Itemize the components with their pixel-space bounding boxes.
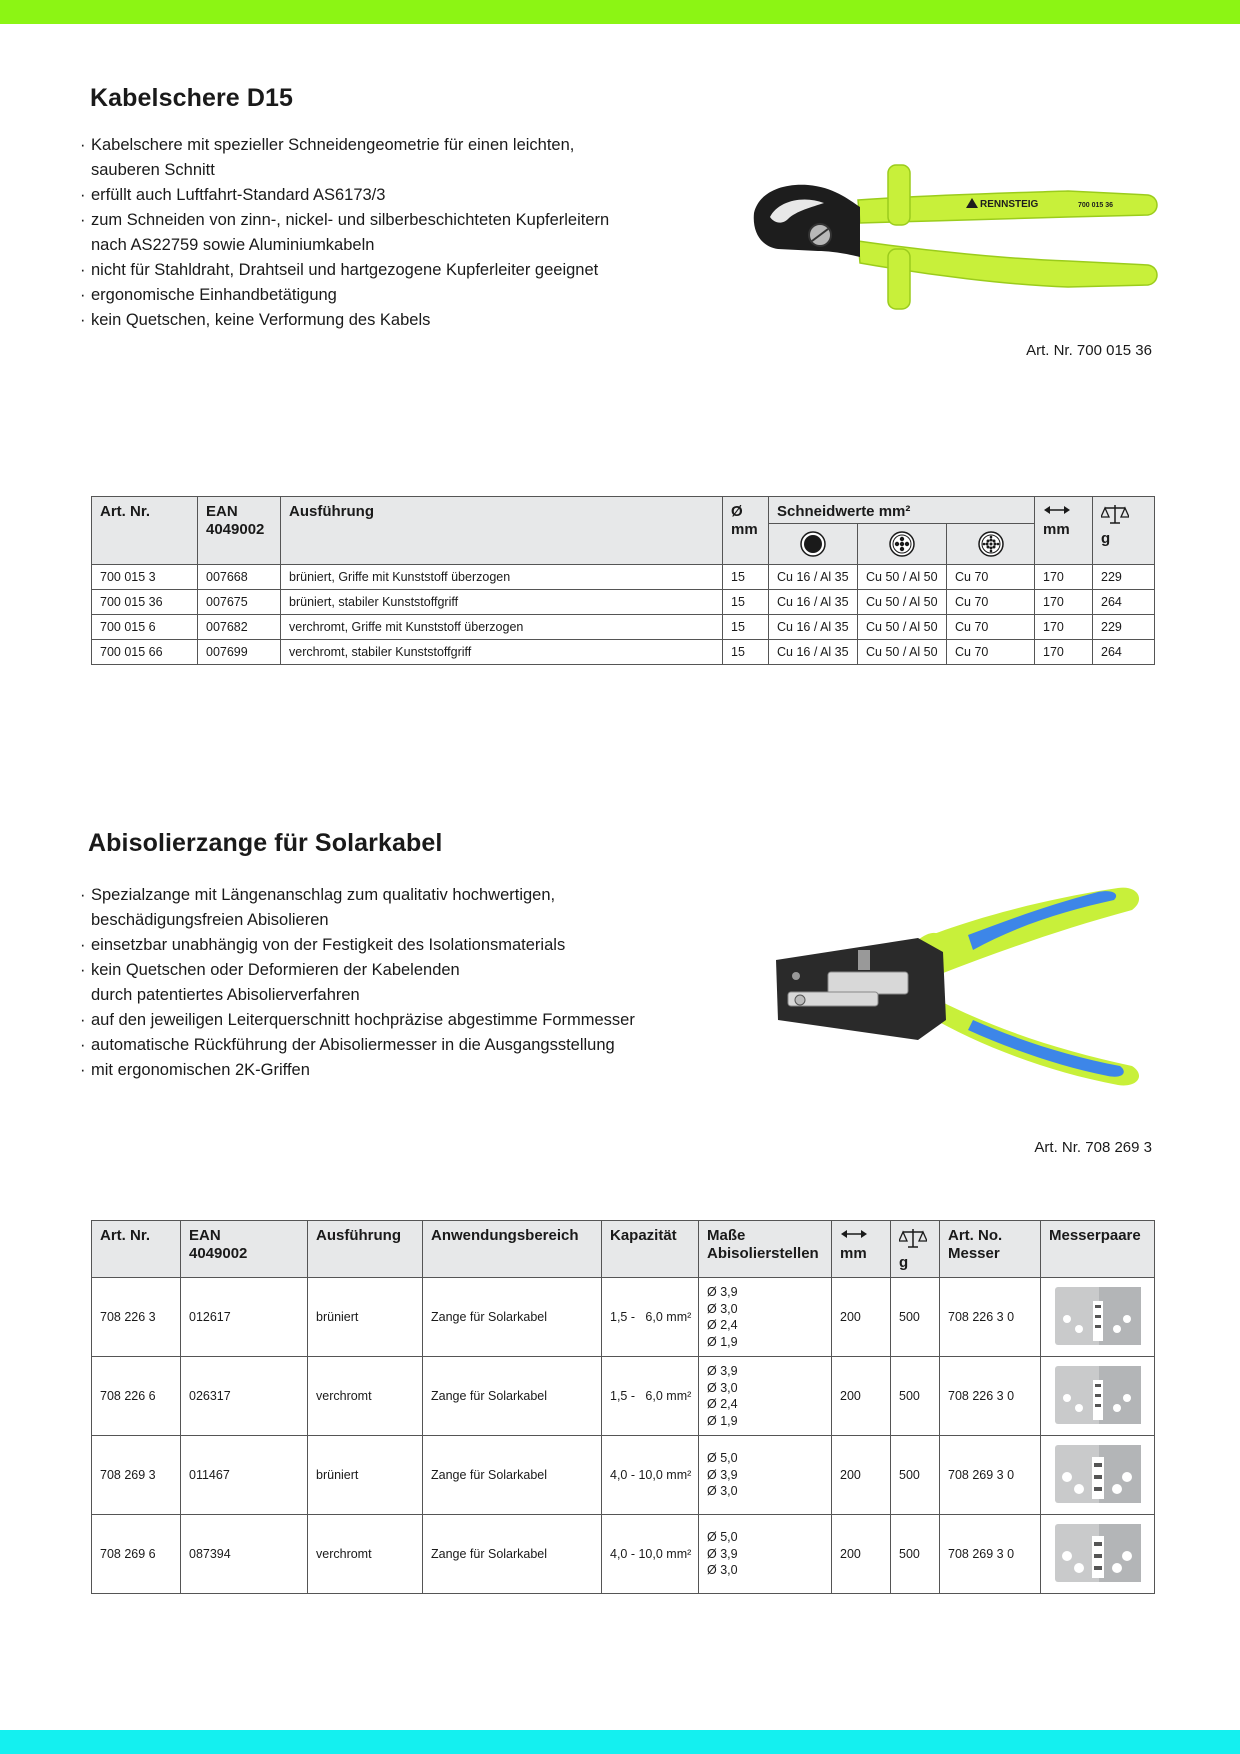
- cell-ausfuehrung: brüniert, stabiler Kunststoffgriff: [281, 590, 723, 615]
- col-weight: [891, 1221, 940, 1278]
- col-ean: EAN 4049002: [198, 497, 281, 565]
- cell-messer: 708 226 3 0: [940, 1278, 1041, 1357]
- cell-diameter: 15: [723, 615, 769, 640]
- weight-unit: g: [899, 1254, 909, 1271]
- cell-fine: Cu 70: [947, 640, 1035, 665]
- cell-ausfuehrung: verchromt, stabiler Kunststoffgriff: [281, 640, 723, 665]
- blade-pair-image: [1053, 1364, 1143, 1426]
- cable-cutter-image: [748, 155, 1168, 315]
- table-row: [92, 590, 1155, 615]
- cell-kapazitaet: 1,5 - 6,0 mm²: [602, 1357, 699, 1436]
- blade-pair-image: [1053, 1522, 1143, 1584]
- cell-length: 170: [1035, 590, 1093, 615]
- col-messerpaare: Messerpaare: [1041, 1221, 1155, 1278]
- cell-ausfuehrung: verchromt: [308, 1357, 423, 1436]
- cell-ausfuehrung: verchromt, Griffe mit Kunststoff überzogen: [281, 615, 723, 640]
- table-row: [92, 1436, 1155, 1515]
- col-anwendungsbereich: Anwendungsbereich: [423, 1221, 602, 1278]
- table-row: [92, 1515, 1155, 1594]
- cell-stranded: Cu 50 / Al 50: [858, 640, 947, 665]
- section2-title: Abisolierzange für Solarkabel: [88, 829, 443, 857]
- cell-diameter: 15: [723, 640, 769, 665]
- col-masse: Maße Abisolierstellen: [699, 1221, 832, 1278]
- length-arrows-icon: [1043, 504, 1071, 516]
- cell-fine: Cu 70: [947, 615, 1035, 640]
- cell-length: 200: [832, 1357, 891, 1436]
- cell-length: 170: [1035, 615, 1093, 640]
- blade-pair-image: [1053, 1443, 1143, 1505]
- cell-length: 170: [1035, 565, 1093, 590]
- col-schneidwerte: Schneidwerte mm²: [769, 497, 1035, 524]
- cell-art: 708 269 6: [92, 1515, 181, 1594]
- cell-stranded: Cu 50 / Al 50: [858, 590, 947, 615]
- feature-item: · auf den jeweiligen Leiterquerschnitt hochpräzise abgestimme Formmesser: [80, 1008, 740, 1033]
- cell-ean: 012617: [181, 1278, 308, 1357]
- cell-diameter: 15: [723, 590, 769, 615]
- col-diameter: Ø mm: [723, 497, 769, 565]
- cell-diameter: 15: [723, 565, 769, 590]
- section1-title: Kabelschere D15: [90, 84, 294, 112]
- cell-art: 700 015 3: [92, 565, 198, 590]
- cell-ausfuehrung: brüniert: [308, 1278, 423, 1357]
- section1-article-number: Art. Nr. 700 015 36: [1026, 342, 1152, 359]
- cell-ausfuehrung: verchromt: [308, 1515, 423, 1594]
- cutter-brand-label: RENNSTEIG: [980, 199, 1039, 210]
- col-ausfuehrung: Ausführung: [308, 1221, 423, 1278]
- col-art: Art. Nr.: [92, 1221, 181, 1278]
- table-header-row: [92, 1221, 1155, 1278]
- cell-kapazitaet: 1,5 - 6,0 mm²: [602, 1278, 699, 1357]
- cell-ean: 007699: [198, 640, 281, 665]
- col-art: Art. Nr.: [92, 497, 198, 565]
- cell-fine: Cu 70: [947, 565, 1035, 590]
- cell-messerpaare: [1041, 1515, 1155, 1594]
- cell-ausfuehrung: brüniert, Griffe mit Kunststoff überzogen: [281, 565, 723, 590]
- stranded-conductor-cell: [858, 524, 947, 565]
- cell-art: 708 226 6: [92, 1357, 181, 1436]
- cell-anwendungsbereich: Zange für Solarkabel: [423, 1436, 602, 1515]
- cell-weight: 500: [891, 1357, 940, 1436]
- col-ausfuehrung: Ausführung: [281, 497, 723, 565]
- wire-stripper-image: [768, 880, 1158, 1105]
- feature-item: · automatische Rückführung der Abisoliermesser in die Ausgangsstellung: [80, 1033, 740, 1058]
- feature-item: · kein Quetschen, keine Verformung des Kabels: [80, 308, 720, 333]
- cell-kapazitaet: 4,0 - 10,0 mm²: [602, 1436, 699, 1515]
- cutter-code-label: 700 015 36: [1078, 202, 1114, 209]
- cell-weight: 500: [891, 1436, 940, 1515]
- cell-anwendungsbereich: Zange für Solarkabel: [423, 1515, 602, 1594]
- feature-item: · erfüllt auch Luftfahrt-Standard AS6173/3: [80, 183, 720, 208]
- scale-icon: [1101, 503, 1129, 525]
- solid-conductor-cell: [769, 524, 858, 565]
- cell-messerpaare: [1041, 1436, 1155, 1515]
- col-ean: EAN 4049002: [181, 1221, 308, 1278]
- cell-solid: Cu 16 / Al 35: [769, 640, 858, 665]
- cell-masse: Ø 3,9 Ø 3,0 Ø 2,4 Ø 1,9: [699, 1278, 832, 1357]
- cell-art: 700 015 6: [92, 615, 198, 640]
- cell-anwendungsbereich: Zange für Solarkabel: [423, 1278, 602, 1357]
- table-row: [92, 640, 1155, 665]
- col-kapazitaet: Kapazität: [602, 1221, 699, 1278]
- col-length: [832, 1221, 891, 1278]
- section1-feature-list: [80, 133, 720, 333]
- cell-length: 170: [1035, 640, 1093, 665]
- col-length: [1035, 497, 1093, 565]
- cell-art: 700 015 36: [92, 590, 198, 615]
- feature-item: · Spezialzange mit Längenanschlag zum qualitativ hochwertigen, beschädigungsfreien Abisolieren: [80, 883, 740, 933]
- weight-unit: g: [1101, 530, 1111, 547]
- cell-masse: Ø 5,0 Ø 3,9 Ø 3,0: [699, 1515, 832, 1594]
- cell-anwendungsbereich: Zange für Solarkabel: [423, 1357, 602, 1436]
- cell-weight: 229: [1093, 565, 1155, 590]
- table-header-row: [92, 497, 1155, 524]
- cell-art: 700 015 66: [92, 640, 198, 665]
- cell-solid: Cu 16 / Al 35: [769, 590, 858, 615]
- cell-ausfuehrung: brüniert: [308, 1436, 423, 1515]
- cell-length: 200: [832, 1278, 891, 1357]
- table-row: [92, 615, 1155, 640]
- cell-weight: 264: [1093, 590, 1155, 615]
- feature-item: · nicht für Stahldraht, Drahtseil und hartgezogene Kupferleiter geeignet: [80, 258, 720, 283]
- fine-stranded-conductor-icon: [978, 531, 1004, 557]
- top-accent-bar: [0, 0, 1240, 24]
- cell-messer: 708 269 3 0: [940, 1436, 1041, 1515]
- col-weight: [1093, 497, 1155, 565]
- cell-weight: 500: [891, 1278, 940, 1357]
- stranded-conductor-icon: [889, 531, 915, 557]
- cell-ean: 007682: [198, 615, 281, 640]
- section2-article-number: Art. Nr. 708 269 3: [1034, 1139, 1152, 1156]
- cell-kapazitaet: 4,0 - 10,0 mm²: [602, 1515, 699, 1594]
- cell-solid: Cu 16 / Al 35: [769, 615, 858, 640]
- cell-messerpaare: [1041, 1278, 1155, 1357]
- table-row: [92, 565, 1155, 590]
- solid-conductor-icon: [800, 531, 826, 557]
- cell-ean: 026317: [181, 1357, 308, 1436]
- cell-art: 708 269 3: [92, 1436, 181, 1515]
- cell-solid: Cu 16 / Al 35: [769, 565, 858, 590]
- cell-weight: 264: [1093, 640, 1155, 665]
- fine-stranded-conductor-cell: [947, 524, 1035, 565]
- cell-stranded: Cu 50 / Al 50: [858, 565, 947, 590]
- table-row: [92, 1278, 1155, 1357]
- length-unit: mm: [840, 1245, 867, 1262]
- feature-item: · zum Schneiden von zinn-, nickel- und silberbeschichteten Kupferleitern nach AS22759 sowie Aluminiumkabeln: [80, 208, 720, 258]
- cell-length: 200: [832, 1515, 891, 1594]
- cable-cutter-table: [91, 496, 1155, 665]
- cell-fine: Cu 70: [947, 590, 1035, 615]
- feature-item: · einsetzbar unabhängig von der Festigkeit des Isolationsmaterials: [80, 933, 740, 958]
- cell-weight: 500: [891, 1515, 940, 1594]
- feature-item: · Kabelschere mit spezieller Schneidengeometrie für einen leichten, sauberen Schnitt: [80, 133, 720, 183]
- cell-length: 200: [832, 1436, 891, 1515]
- bottom-accent-bar: [0, 1730, 1240, 1754]
- cell-masse: Ø 3,9 Ø 3,0 Ø 2,4 Ø 1,9: [699, 1357, 832, 1436]
- scale-icon: [899, 1227, 927, 1249]
- length-arrows-icon: [840, 1228, 868, 1240]
- col-messer: Art. No. Messer: [940, 1221, 1041, 1278]
- feature-item: · ergonomische Einhandbetätigung: [80, 283, 720, 308]
- cell-ean: 007668: [198, 565, 281, 590]
- cell-messerpaare: [1041, 1357, 1155, 1436]
- feature-item: · kein Quetschen oder Deformieren der Kabelenden durch patentiertes Abisolierverfahren: [80, 958, 740, 1008]
- cell-messer: 708 226 3 0: [940, 1357, 1041, 1436]
- cell-ean: 007675: [198, 590, 281, 615]
- blade-pair-image: [1053, 1285, 1143, 1347]
- wire-stripper-table: [91, 1220, 1155, 1594]
- section2-feature-list: [80, 883, 740, 1083]
- cell-stranded: Cu 50 / Al 50: [858, 615, 947, 640]
- cell-art: 708 226 3: [92, 1278, 181, 1357]
- feature-item: · mit ergonomischen 2K-Griffen: [80, 1058, 740, 1083]
- cell-masse: Ø 5,0 Ø 3,9 Ø 3,0: [699, 1436, 832, 1515]
- table-row: [92, 1357, 1155, 1436]
- cell-ean: 087394: [181, 1515, 308, 1594]
- cell-ean: 011467: [181, 1436, 308, 1515]
- cell-messer: 708 269 3 0: [940, 1515, 1041, 1594]
- cell-weight: 229: [1093, 615, 1155, 640]
- length-unit: mm: [1043, 521, 1070, 538]
